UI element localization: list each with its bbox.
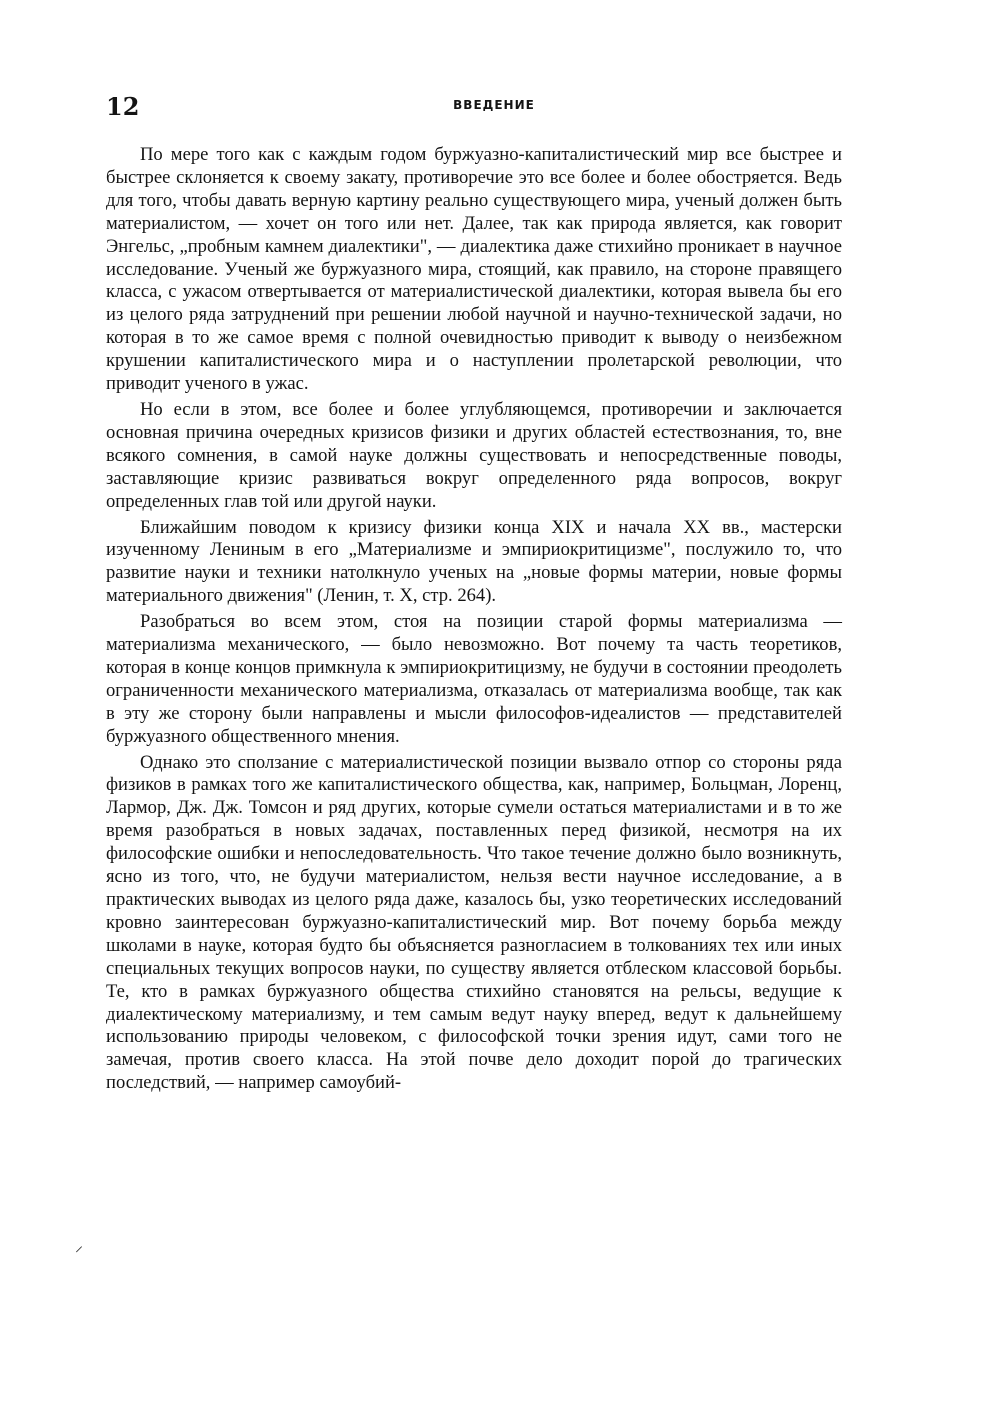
running-head: ВВЕДЕНИЕ	[453, 98, 535, 112]
paragraph: Разобраться во всем этом, стоя на позиции старой формы материализма — материализма механического, — было невозможно. Вот почему та часть теоретиков, которая в конце концов примкнула к эмпириокритицизму, не будучи в состоянии преодолеть ограниченности механического материализма, отказалась от материализма вообще, так как в эту же сторону были направлены и мысли философов-идеалистов — представителей буржуазного общественного мнения.	[106, 611, 842, 747]
paragraph: По мере того как с каждым годом буржуазно-капиталистический мир все быстрее и быстрее склоняется к своему закату, противоречие это все более и более обостряется. Ведь для того, чтобы давать верную картину реально существующего мира, ученый должен быть материалистом, — хочет он того или нет. Далее, так как природа является, как говорит Энгельс, „пробным камнем диалектики", — диалектика даже стихийно проникает в научное исследование. Ученый же буржуазного мира, стоящий, как правило, на стороне правящего класса, с ужасом отвертывается от материалистической диалектики, которая вывела бы его из целого ряда затруднений при решении любой научной и научно-технической задачи, но которая в то же самое время с полной очевидностью приводит к выводу о неизбежном крушении капиталистического мира и о наступлении пролетарской революции, что приводит ученого в ужас.	[106, 144, 842, 395]
paragraph: Ближайшим поводом к кризису физики конца XIX и начала XX вв., мастерски изученному Лениным в его „Материализме и эмпириокритицизме", послужило то, что развитие науки и техники натолкнуло ученых на „новые формы материи, новые формы материального движения" (Ленин, т. X, стр. 264).	[106, 516, 842, 607]
body-text	[106, 144, 842, 1098]
margin-mark-icon: ⸝	[75, 1236, 84, 1255]
page-number: 12	[106, 92, 140, 121]
paragraph: Однако это сползание с материалистической позиции вызвало отпор со стороны ряда физиков в рамках того же капиталистического общества, как, например, Больцман, Лоренц, Лармор, Дж. Дж. Томсон и ряд других, которые сумели остаться материалистами и в то же время разобраться в новых задачах, поставленных перед физикой, несмотря на их философские ошибки и непоследовательность. Что такое течение должно было возникнуть, ясно из того, что, не будучи материалистом, нельзя вести научное исследование, а в практических выводах из целого ряда даже, казалось бы, узко теоретических исследований кровно заинтересован буржуазно-капиталистический мир. Вот почему борьба между школами в науке, которая будто бы объясняется разногласием в толкованиях тех или иных специальных текущих вопросов науки, по существу является отблеском классовой борьбы. Те, кто в рамках буржуазного общества стихийно становятся на рельсы, ведущие к диалектическому материализму, и тем самым ведут науку вперед, ведут к дальнейшему использованию природы человеком, с философской точки зрения идут, сами того не замечая, против своего класса. На этой почве дело доходит порой до трагических последствий, — например самоубий-	[106, 751, 842, 1094]
paragraph: Но если в этом, все более и более углубляющемся, противоречии и заключается основная причина очередных кризисов физики и других областей естествознания, то, вне всякого сомнения, в самой науке должны существовать и непосредственные поводы, заставляющие кризис развиваться вокруг определенного ряда вопросов, вокруг определенных глав той или другой науки.	[106, 398, 842, 512]
page-header	[106, 92, 842, 126]
